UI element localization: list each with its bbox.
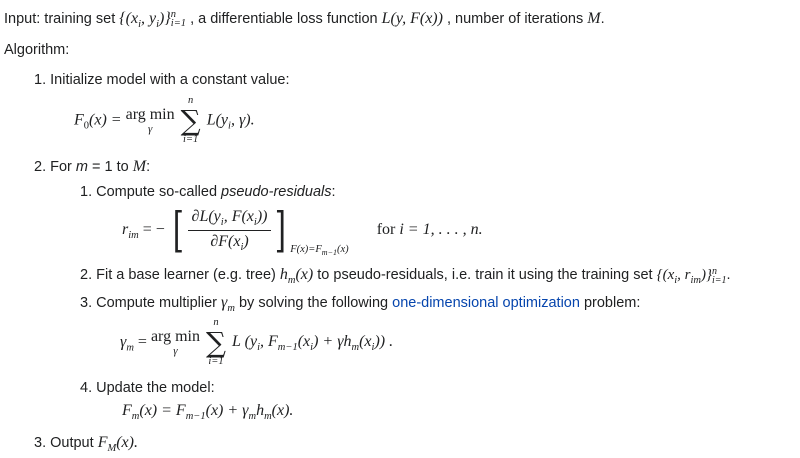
one-dimensional-optimization-link[interactable]: one-dimensional optimization [392,295,580,311]
pseudo-residuals-term: pseudo-residuals [221,184,332,200]
input-line: Input: training set {($x_i$, $y_i$)} n i=1 , a differentiable loss function L(y, F(x)) , number of iterations M. [4,9,605,31]
update-formula: $F_m(x) = F_{m-1}(x) + \gamma_mh_m(x)$. [122,402,294,422]
pseudo-residual-formula: $r_{im}$ = − [ $\frac{\partial L(y_i, F(x_i))}{\partial F(x_i)}$ ] $_{F(x)=F_{m-1}(x)}$ for i = 1, . . . , n. [122,202,483,258]
step-2-3: 3. Compute multiplier $\gamma_m$ by solving the following one-dimensional optimization problem: [80,294,641,314]
step-2-1: 1. Compute so-called pseudo-residuals: [80,184,336,200]
step-2-4: 4. Update the model: [80,380,215,396]
gamma-formula: $\gamma_m$ = arg min γ n ∑ i=1 L ($y_i$, $F_{m-1}(x_i) + \gamma h_m(x_i)$) . [120,317,394,367]
step-2: 2. For m = 1 to M: [34,158,151,175]
algorithm-label: Algorithm: [4,42,70,58]
step-1: 1. Initialize model with a constant value: [34,72,290,88]
step-2-2: 2. Fit a base learner (e.g. tree) $h_m(x)$ to pseudo-residuals, i.e. train it using the training set {($x_i$, $r_{im}$)} n i=1 . [80,265,731,286]
step-1-formula: $F_0(x)$ = arg min γ n ∑ i=1 $L(y_i$, γ). [74,95,255,145]
training-set-expr: {($x_i$, $y_i$)} n i=1 [119,9,187,31]
step-3: 3. Output $F_M(x)$. [34,434,138,454]
input-label: Input: training set [4,11,120,28]
loss-function-expr: L(y, F(x)) [381,10,443,28]
